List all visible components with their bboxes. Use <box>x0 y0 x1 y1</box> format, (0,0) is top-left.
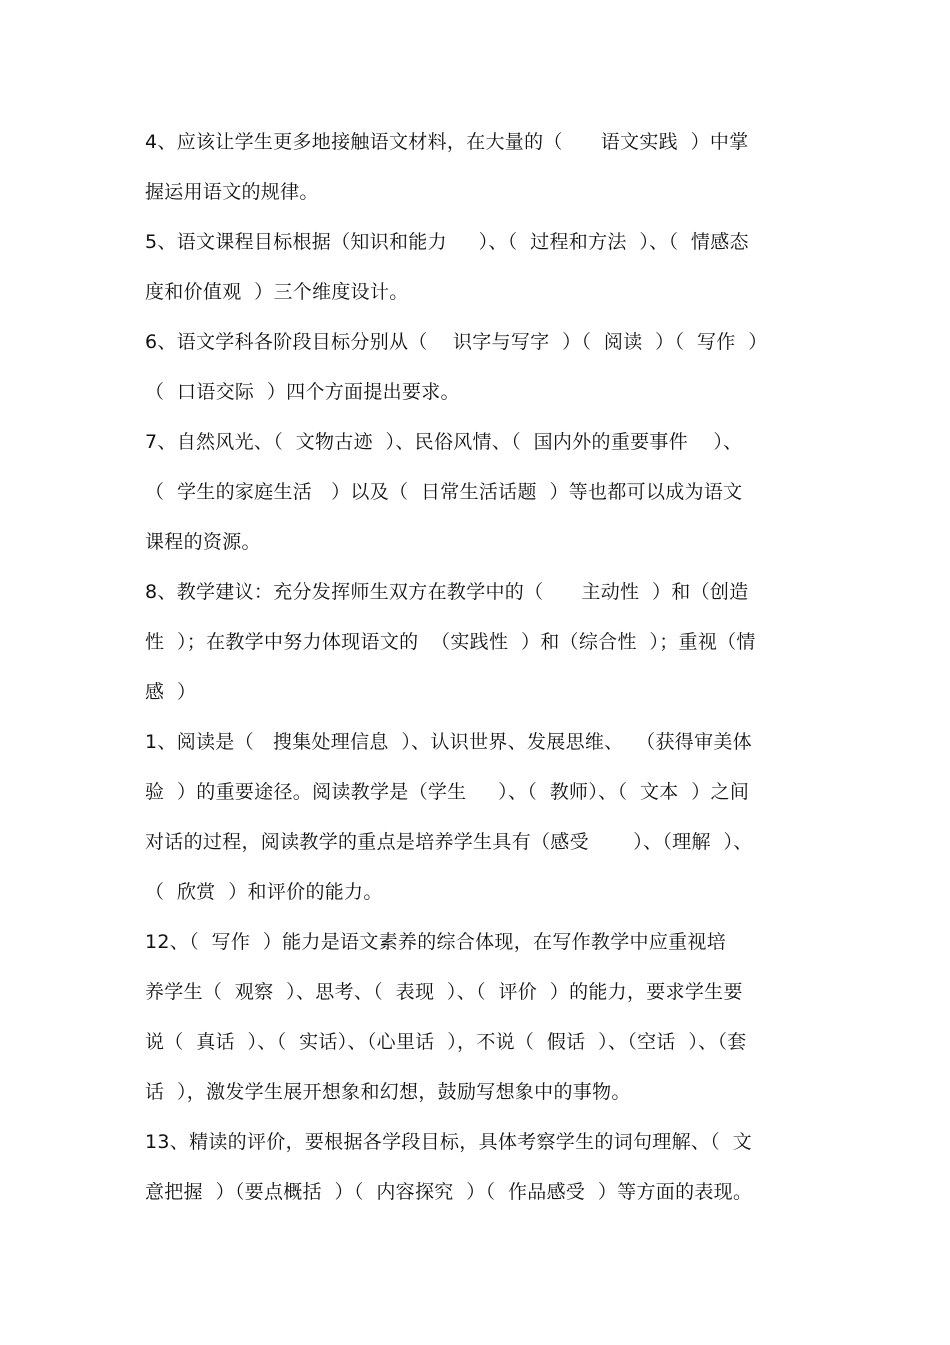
text-line: 验 ）的重要途径。阅读教学是（学生 ）、（ 教师）、（ 文本 ）之间 <box>145 781 750 803</box>
text-line: （ 学生的家庭生活 ）以及（ 日常生活话题 ）等也都可以成为语文 <box>145 481 743 503</box>
text-line: 话 ），激发学生展开想象和幻想，鼓励写想象中的事物。 <box>145 1081 631 1103</box>
text-line: （ 口语交际 ）四个方面提出要求。 <box>145 381 460 403</box>
text-line: 1、阅读是（ 搜集处理信息 ）、认识世界、发展思维、 （获得审美体 <box>145 731 752 753</box>
text-line: 12、（ 写作 ）能力是语文素养的综合体现，在写作教学中应重视培 <box>145 931 727 953</box>
text-line: 4、应该让学生更多地接触语文材料，在大量的（ 语文实践 ）中掌 <box>145 131 749 153</box>
text-line: 5、语文课程目标根据（知识和能力 ）、（ 过程和方法 ）、（ 情感态 <box>145 231 749 253</box>
text-line: 对话的过程，阅读教学的重点是培养学生具有（感受 ）、（理解 ）、 <box>145 831 753 853</box>
text-line: 感 ） <box>145 681 197 703</box>
text-line: 7、自然风光、（ 文物古迹 ）、民俗风情、（ 国内外的重要事件 ）、 <box>145 431 743 453</box>
text-line: （ 欣赏 ）和评价的能力。 <box>145 881 383 903</box>
text-line: 8、教学建议：充分发挥师生双方在教学中的（ 主动性 ）和（创造 <box>145 581 749 603</box>
text-line: 意把握 ）（要点概括 ）（ 内容探究 ）（ 作品感受 ）等方面的表现。 <box>145 1181 753 1203</box>
text-line: 养学生（ 观察 ）、思考、（ 表现 ）、（ 评价 ）的能力，要求学生要 <box>145 981 743 1003</box>
text-line: 握运用语文的规律。 <box>145 181 319 203</box>
text-line: 度和价值观 ）三个维度设计。 <box>145 281 409 303</box>
text-line: 课程的资源。 <box>145 531 261 553</box>
text-line: 6、语文学科各阶段目标分别从（ 识字与写字 ）（ 阅读 ）（ 写作 ） <box>145 331 768 353</box>
text-line: 说（ 真话 ）、（ 实话）、（心里话 ），不说（ 假话 ）、（空话 ）、（套 <box>145 1031 747 1053</box>
text-line: 性 ）；在教学中努力体现语文的 （实践性 ）和（综合性 ）；重视（情 <box>145 631 756 653</box>
text-line: 13、精读的评价，要根据各学段目标，具体考察学生的词句理解、（ 文 <box>145 1131 752 1153</box>
